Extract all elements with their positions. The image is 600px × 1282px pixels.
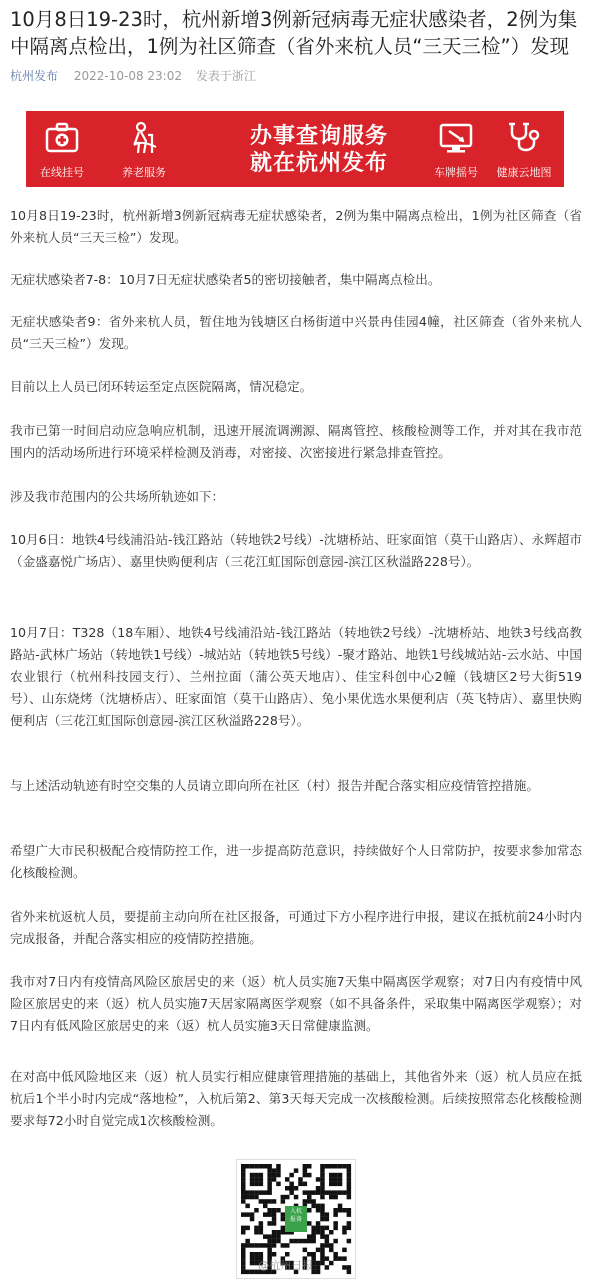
banner-item-label: 健康云地图	[496, 166, 552, 179]
banner-item-label: 养老服务	[122, 166, 166, 179]
medical-kit-icon	[44, 121, 80, 155]
article-paragraph: 目前以上人员已闭环转运至定点医院隔离，情况稳定。	[10, 379, 313, 394]
article-paragraph: 无症状感染者7-8：10月7日无症状感染者5的密切接触者，集中隔离点检出。	[10, 272, 441, 287]
article-paragraph: 10月8日19-23时，杭州新增3例新冠病毒无症状感染者，2例为集中隔离点检出，1例为社区筛查（省外来杭人员“三天三检”）发现。	[10, 208, 582, 245]
banner-item-elderly-care[interactable]	[108, 111, 180, 187]
article-paragraph: 10月6日：地铁4号线浦沿站-钱江路站（转地铁2号线）-沈塘桥站、旺家面馆（莫干山路店）、永辉超市（金盛嘉悦广场店）、嘉里快购便利店（三花江虹国际创意园-滨江区秋溢路228号）。	[10, 532, 582, 569]
publish-location: 发表于浙江	[195, 69, 256, 83]
qr-center-badge	[285, 1206, 307, 1232]
license-lottery-icon	[438, 121, 474, 155]
slogan-line-2: 就在杭州发布	[249, 151, 388, 176]
article-paragraph: 省外来杭返杭人员，要提前主动向所在社区报备，可通过下方小程序进行申报，建议在抵杭前24小时内完成报备，并配合落实相应的疫情防控措施。	[10, 909, 582, 946]
banner-item-online-registration[interactable]	[26, 111, 98, 187]
elderly-care-icon	[126, 121, 162, 155]
banner-item-health-map[interactable]	[488, 111, 560, 187]
article-paragraph: 无症状感染者9：省外来杭人员，暂住地为钱塘区白杨街道中兴景冉佳园4幢，社区筛查（省外来杭人员“三天三检”）发现。	[10, 314, 582, 351]
watermark: @杭州日报	[258, 1259, 313, 1272]
source-account-link[interactable]: 杭州发布	[10, 69, 59, 83]
publish-time: 2022-10-08 23:02	[73, 69, 182, 83]
stethoscope-icon	[506, 121, 542, 155]
banner-slogan	[204, 123, 434, 177]
banner-item-label: 车牌摇号	[434, 166, 478, 179]
article-paragraph: 涉及我市范围内的公共场所轨迹如下：	[10, 489, 225, 504]
service-banner[interactable]	[26, 111, 564, 187]
article-paragraph: 在对高中低风险地区来（返）杭人员实行相应健康管理措施的基础上，其他省外来（返）杭人员应在抵杭后1个半小时内完成“落地检”，入杭后第2、第3天每天完成一次核酸检测。后续按照常态化核酸检测要求每72小时自觉完成1次核酸检测。	[10, 1069, 582, 1128]
qr-badge-line-2: 报备	[289, 1216, 302, 1223]
article-paragraph: 与上述活动轨迹有时空交集的人员请立即向所在社区（村）报告并配合落实相应疫情管控措施。	[10, 778, 539, 793]
qr-badge-line-1: 入杭	[289, 1208, 302, 1215]
article-paragraph: 10月7日：T328（18车厢）、地铁4号线浦沿站-钱江路站（转地铁2号线）-沈塘桥站、地铁3号线高教路站-武林广场站（转地铁1号线）-城站站（转地铁5号线）-聚才路站、地铁1号线城站站-云水站、中国农业银行（杭州科技园支行）、兰州拉面（蒲公英天地店）、佳宝科创中心2幢（钱塘区2号大街519号）、山东烧烤（沈塘桥店）、旺家面馆（莫干山路店）、兔小果优选水果便利店（英飞特店）、嘉里快购便利店（三花江虹国际创意园-滨江区秋溢路228号）。	[10, 625, 582, 728]
banner-item-license-lottery[interactable]	[420, 111, 492, 187]
slogan-line-1: 办事查询服务	[249, 124, 388, 149]
article-paragraph: 希望广大市民积极配合疫情防控工作，进一步提高防范意识，持续做好个人日常防护，按要求参加常态化核酸检测。	[10, 843, 582, 880]
article-paragraph: 我市已第一时间启动应急响应机制，迅速开展流调溯源、隔离管控、核酸检测等工作，并对其在我市范围内的活动场所进行环境采样检测及消毒，对密接、次密接进行紧急排查管控。	[10, 423, 582, 460]
banner-item-label: 在线挂号	[40, 166, 84, 179]
article-meta	[10, 67, 256, 84]
article-paragraph: 我市对7日内有疫情高风险区旅居史的来（返）杭人员实施7天集中隔离医学观察；对7日内有疫情中风险区旅居史的来（返）杭人员实施7天居家隔离医学观察（如不具备条件，采取集中隔离医学观察）；对7日内有低风险区旅居史的来（返）杭人员实施3天日常健康监测。	[10, 974, 582, 1033]
article-title: 10月8日19-23时，杭州新增3例新冠病毒无症状感染者，2例为集中隔离点检出，1例为社区筛查（省外来杭人员“三天三检”）发现	[10, 8, 578, 58]
